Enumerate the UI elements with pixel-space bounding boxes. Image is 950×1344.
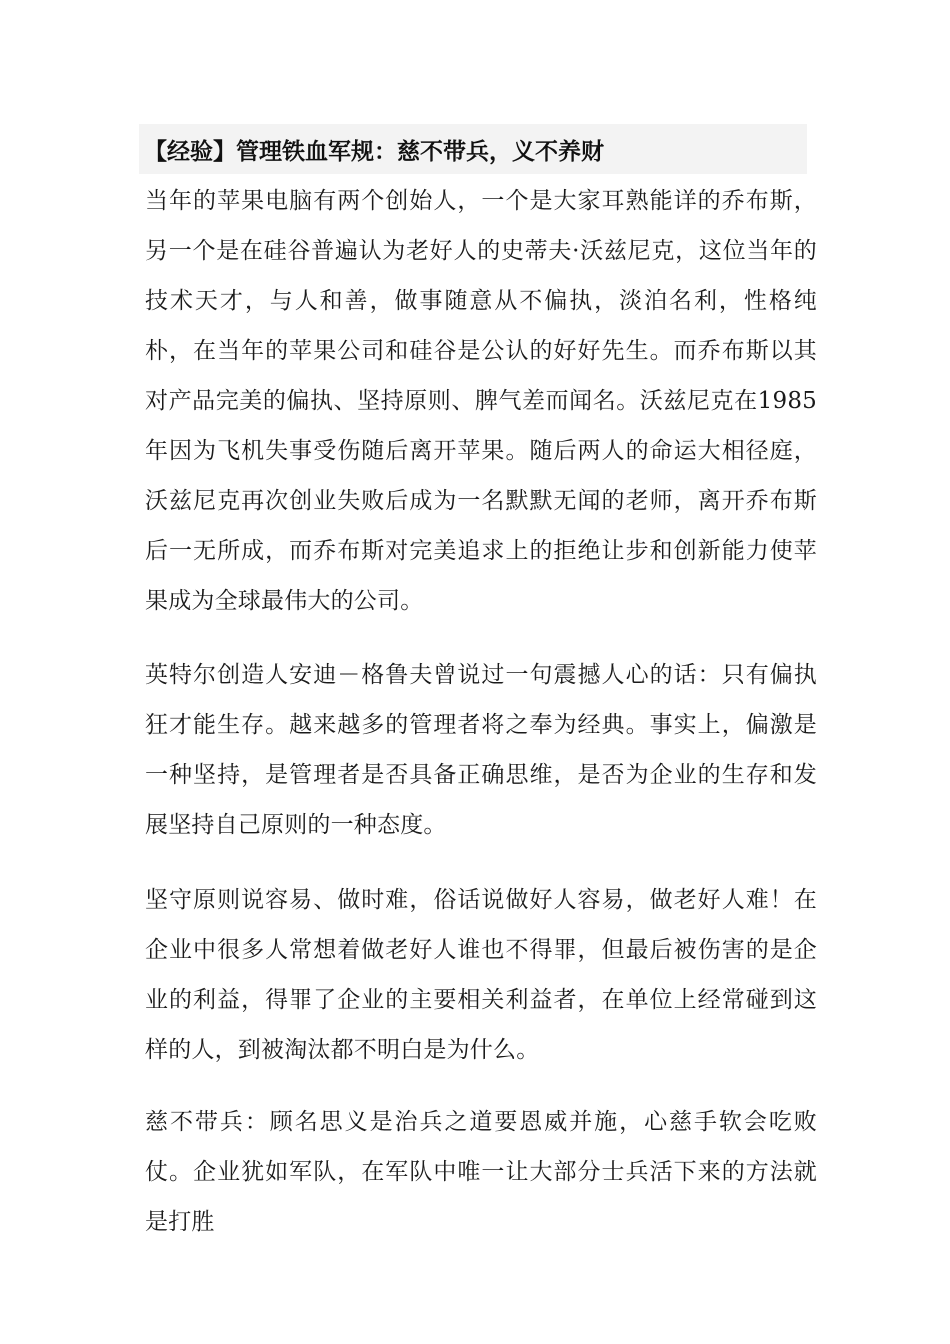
article-title-bar	[139, 124, 807, 174]
article-paragraph-2: 英特尔创造人安迪－格鲁夫曾说过一句震撼人心的话：只有偏执狂才能生存。越来越多的管理者将之奉为经典。事实上，偏激是一种坚持，是管理者是否具备正确思维，是否为企业的生存和发展坚持自己原则的一种态度。	[145, 662, 817, 838]
article-paragraph-3: 坚守原则说容易、做时难，俗话说做好人容易，做老好人难！在企业中很多人常想着做老好人谁也不得罪，但最后被伤害的是企业的利益，得罪了企业的主要相关利益者，在单位上经常碰到这样的人，到被淘汰都不明白是为什么。	[145, 887, 817, 1063]
article-title: 【经验】管理铁血军规：慈不带兵，义不养财	[144, 138, 604, 165]
article-paragraph-4: 慈不带兵：顾名思义是治兵之道要恩威并施，心慈手软会吃败仗。企业犹如军队，在军队中唯一让大部分士兵活下来的方法就是打胜	[145, 1109, 817, 1235]
article-paragraph-1: 当年的苹果电脑有两个创始人，一个是大家耳熟能详的乔布斯，另一个是在硅谷普遍认为老好人的史蒂夫·沃兹尼克，这位当年的技术天才，与人和善，做事随意从不偏执，淡泊名利，性格纯朴，在当年的苹果公司和硅谷是公认的好好先生。而乔布斯以其对产品完美的偏执、坚持原则、脾气差而闻名。沃兹尼克在1985年因为飞机失事受伤随后离开苹果。随后两人的命运大相径庭，沃兹尼克再次创业失败后成为一名默默无闻的老师，离开乔布斯后一无所成，而乔布斯对完美追求上的拒绝让步和创新能力使苹果成为全球最伟大的公司。	[145, 188, 817, 614]
